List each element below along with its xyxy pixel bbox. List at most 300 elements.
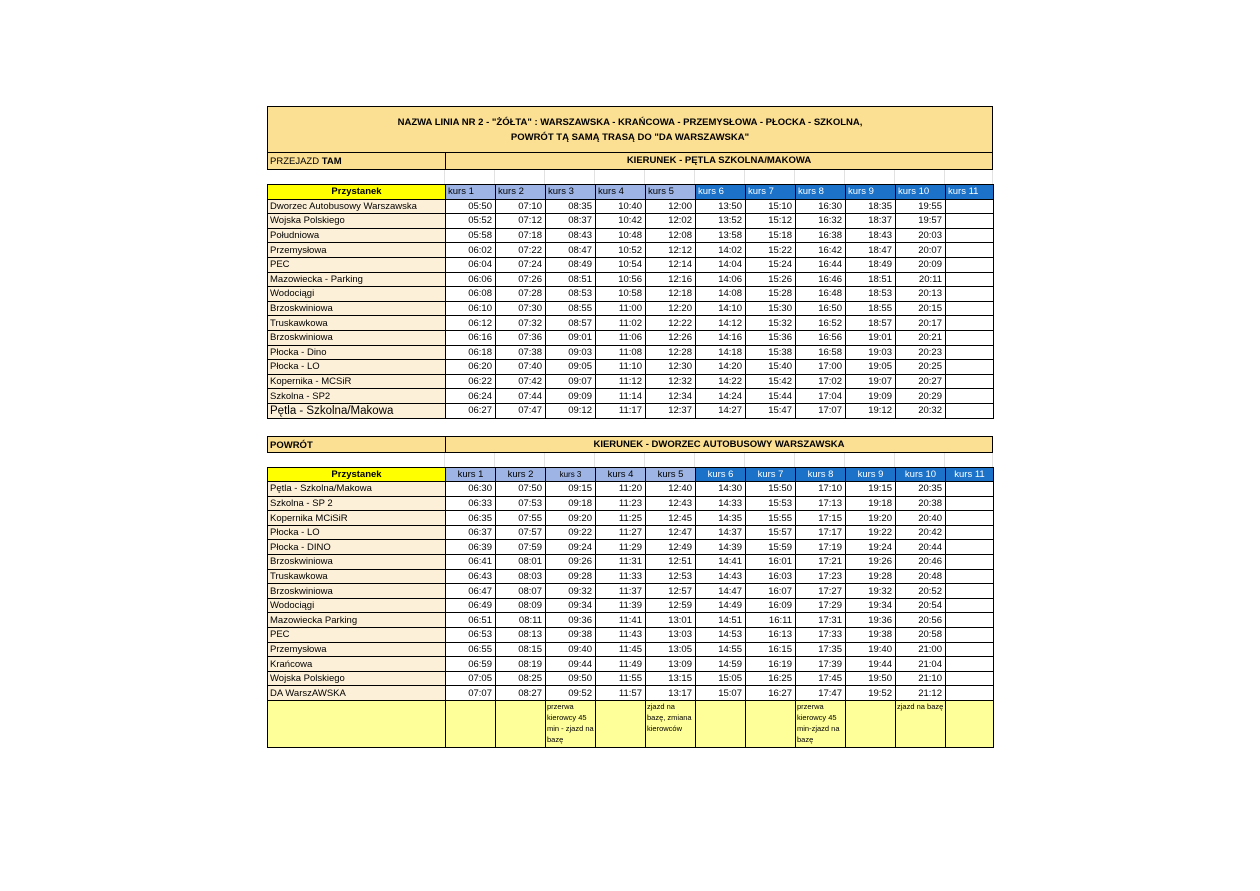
departure-time: 17:10: [796, 482, 846, 497]
departure-time: 12:20: [646, 301, 696, 316]
departure-time: 15:38: [746, 345, 796, 360]
departure-time: 09:36: [546, 613, 596, 628]
departure-time: 10:42: [596, 214, 646, 229]
departure-time: 18:43: [846, 228, 896, 243]
departure-time: 08:01: [496, 555, 546, 570]
departure-time: 16:15: [746, 642, 796, 657]
departure-time: 10:58: [596, 287, 646, 302]
departure-time: 06:49: [446, 598, 496, 613]
note-cell: [496, 701, 546, 748]
departure-time: 08:13: [496, 628, 546, 643]
departure-time: 09:32: [546, 584, 596, 599]
departure-time: 16:38: [796, 228, 846, 243]
timetable-title: [267, 106, 993, 153]
departure-time: 20:46: [896, 555, 946, 570]
departure-time: 14:47: [696, 584, 746, 599]
departure-time: 19:34: [846, 598, 896, 613]
departure-time: 11:29: [596, 540, 646, 555]
table-row: [268, 686, 994, 701]
departure-time: 05:50: [446, 199, 496, 214]
departure-time: 07:30: [496, 301, 546, 316]
note-cell: [596, 701, 646, 748]
departure-time: 14:27: [696, 403, 746, 418]
stop-name: Wojska Polskiego: [268, 671, 446, 686]
departure-time: 15:59: [746, 540, 796, 555]
table-row: [268, 598, 994, 613]
spacer: [267, 419, 993, 436]
departure-time: 16:42: [796, 243, 846, 258]
departure-time: 12:12: [646, 243, 696, 258]
departure-time: 16:27: [746, 686, 796, 701]
departure-time: 14:18: [696, 345, 746, 360]
departure-time: 09:07: [546, 374, 596, 389]
departure-time: 06:08: [446, 287, 496, 302]
departure-time: 11:08: [596, 345, 646, 360]
departure-time: 19:01: [846, 330, 896, 345]
table-row: [268, 511, 994, 526]
departure-time: 15:42: [746, 374, 796, 389]
departure-time: 06:59: [446, 657, 496, 672]
departure-time: 06:51: [446, 613, 496, 628]
departure-time: 11:39: [596, 598, 646, 613]
departure-time: 09:15: [546, 482, 596, 497]
departure-time: 16:32: [796, 214, 846, 229]
departure-time: [946, 671, 994, 686]
stop-name: Brzoskwiniowa: [268, 555, 446, 570]
departure-time: 12:16: [646, 272, 696, 287]
note-cell: [946, 701, 994, 748]
table-row: [268, 525, 994, 540]
header-kurs-6: kurs 6: [696, 467, 746, 482]
departure-time: 19:07: [846, 374, 896, 389]
departure-time: 07:12: [496, 214, 546, 229]
header-kurs-6: kurs 6: [696, 185, 746, 200]
departure-time: 08:11: [496, 613, 546, 628]
departure-time: 12:28: [646, 345, 696, 360]
departure-time: 15:26: [746, 272, 796, 287]
departure-time: 11:27: [596, 525, 646, 540]
departure-time: 20:03: [896, 228, 946, 243]
departure-time: 19:24: [846, 540, 896, 555]
header-kurs-8: kurs 8: [796, 467, 846, 482]
table-row: [268, 642, 994, 657]
departure-time: 20:44: [896, 540, 946, 555]
departure-time: [946, 243, 994, 258]
departure-time: 09:05: [546, 360, 596, 375]
departure-time: 07:38: [496, 345, 546, 360]
stop-name: Płocka - LO: [268, 360, 446, 375]
departure-time: 11:06: [596, 330, 646, 345]
departure-time: 12:49: [646, 540, 696, 555]
table-row: [268, 555, 994, 570]
departure-time: 11:02: [596, 316, 646, 331]
departure-time: 14:30: [696, 482, 746, 497]
departure-time: 12:47: [646, 525, 696, 540]
stop-name: Szkolna - SP2: [268, 389, 446, 404]
departure-time: 10:54: [596, 257, 646, 272]
departure-time: [946, 228, 994, 243]
header-kurs-4: kurs 4: [596, 467, 646, 482]
table-row: [268, 243, 994, 258]
table-row: [268, 199, 994, 214]
departure-time: 14:20: [696, 360, 746, 375]
departure-time: 20:07: [896, 243, 946, 258]
departure-time: 09:28: [546, 569, 596, 584]
departure-time: [946, 287, 994, 302]
header-kurs-1: kurs 1: [446, 467, 496, 482]
departure-time: 06:33: [446, 496, 496, 511]
stop-name: Płocka - LO: [268, 525, 446, 540]
departure-time: 06:02: [446, 243, 496, 258]
departure-time: 12:43: [646, 496, 696, 511]
note-cell: [268, 701, 446, 748]
departure-time: 15:57: [746, 525, 796, 540]
departure-time: 17:29: [796, 598, 846, 613]
header-kurs-3: kurs 3: [546, 467, 596, 482]
table-header-row: [268, 467, 994, 482]
departure-time: 20:29: [896, 389, 946, 404]
departure-time: 12:26: [646, 330, 696, 345]
departure-time: 08:49: [546, 257, 596, 272]
departure-time: 20:09: [896, 257, 946, 272]
stop-name: Południowa: [268, 228, 446, 243]
outbound-label: [268, 153, 446, 169]
departure-time: 17:35: [796, 642, 846, 657]
departure-time: 06:27: [446, 403, 496, 418]
departure-time: 11:10: [596, 360, 646, 375]
departure-time: 16:01: [746, 555, 796, 570]
departure-time: 15:10: [746, 199, 796, 214]
departure-time: 14:33: [696, 496, 746, 511]
departure-time: 17:23: [796, 569, 846, 584]
stop-name: Przemysłowa: [268, 243, 446, 258]
departure-time: 21:10: [896, 671, 946, 686]
departure-time: 11:25: [596, 511, 646, 526]
departure-time: 21:12: [896, 686, 946, 701]
header-kurs-11: kurs 11: [946, 185, 994, 200]
stop-name: Płocka - DINO: [268, 540, 446, 555]
departure-time: [946, 272, 994, 287]
departure-time: 11:37: [596, 584, 646, 599]
departure-time: 19:28: [846, 569, 896, 584]
header-kurs-2: kurs 2: [496, 467, 546, 482]
departure-time: 06:47: [446, 584, 496, 599]
notes-row: [268, 701, 994, 748]
departure-time: 17:07: [796, 403, 846, 418]
departure-time: 15:53: [746, 496, 796, 511]
departure-time: 20:56: [896, 613, 946, 628]
departure-time: 10:56: [596, 272, 646, 287]
stop-name: PEC: [268, 257, 446, 272]
departure-time: 13:09: [646, 657, 696, 672]
departure-time: 19:26: [846, 555, 896, 570]
departure-time: 18:55: [846, 301, 896, 316]
departure-time: 15:28: [746, 287, 796, 302]
departure-time: 12:18: [646, 287, 696, 302]
header-kurs-8: kurs 8: [796, 185, 846, 200]
departure-time: 09:18: [546, 496, 596, 511]
table-row: [268, 257, 994, 272]
table-header-row: [268, 185, 994, 200]
departure-time: 13:01: [646, 613, 696, 628]
note-cell: przerwa kierowcy 45 min - zjazd na bazę: [546, 701, 596, 748]
departure-time: 17:17: [796, 525, 846, 540]
stop-name: Kopernika MCiSiR: [268, 511, 446, 526]
departure-time: 17:31: [796, 613, 846, 628]
departure-time: 17:27: [796, 584, 846, 599]
departure-time: 14:51: [696, 613, 746, 628]
departure-time: 15:32: [746, 316, 796, 331]
departure-time: 20:25: [896, 360, 946, 375]
header-kurs-11: kurs 11: [946, 467, 994, 482]
note-cell: zjazd na bazę, zmiana kierowców: [646, 701, 696, 748]
header-stop: Przystanek: [268, 185, 446, 200]
departure-time: 13:03: [646, 628, 696, 643]
departure-time: [946, 374, 994, 389]
departure-time: 15:50: [746, 482, 796, 497]
departure-time: [946, 345, 994, 360]
departure-time: 19:40: [846, 642, 896, 657]
departure-time: 11:31: [596, 555, 646, 570]
departure-time: 09:50: [546, 671, 596, 686]
departure-time: 12:40: [646, 482, 696, 497]
header-kurs-7: kurs 7: [746, 185, 796, 200]
departure-time: [946, 628, 994, 643]
table-row: [268, 374, 994, 389]
departure-time: 09:03: [546, 345, 596, 360]
departure-time: 13:52: [696, 214, 746, 229]
departure-time: 14:41: [696, 555, 746, 570]
departure-time: 14:04: [696, 257, 746, 272]
departure-time: 19:15: [846, 482, 896, 497]
departure-time: 12:08: [646, 228, 696, 243]
stop-name: Mazowiecka Parking: [268, 613, 446, 628]
departure-time: 07:53: [496, 496, 546, 511]
departure-time: 09:26: [546, 555, 596, 570]
departure-time: 10:48: [596, 228, 646, 243]
departure-time: 12:32: [646, 374, 696, 389]
header-kurs-5: kurs 5: [646, 467, 696, 482]
departure-time: 09:34: [546, 598, 596, 613]
departure-time: 20:13: [896, 287, 946, 302]
departure-time: [946, 511, 994, 526]
departure-time: 12:34: [646, 389, 696, 404]
departure-time: 12:22: [646, 316, 696, 331]
departure-time: [946, 389, 994, 404]
stop-name: DA WarszAWSKA: [268, 686, 446, 701]
departure-time: 06:20: [446, 360, 496, 375]
departure-time: 13:58: [696, 228, 746, 243]
departure-time: 19:12: [846, 403, 896, 418]
table-row: [268, 389, 994, 404]
departure-time: [946, 301, 994, 316]
departure-time: 19:22: [846, 525, 896, 540]
departure-time: [946, 540, 994, 555]
departure-time: 09:20: [546, 511, 596, 526]
departure-time: 19:18: [846, 496, 896, 511]
departure-time: 13:05: [646, 642, 696, 657]
table-row: [268, 301, 994, 316]
departure-time: 09:44: [546, 657, 596, 672]
departure-time: 16:58: [796, 345, 846, 360]
departure-time: 14:08: [696, 287, 746, 302]
stop-name: Krańcowa: [268, 657, 446, 672]
departure-time: 13:50: [696, 199, 746, 214]
departure-time: 06:43: [446, 569, 496, 584]
departure-time: 07:26: [496, 272, 546, 287]
departure-time: 14:59: [696, 657, 746, 672]
departure-time: 17:21: [796, 555, 846, 570]
table-row: [268, 330, 994, 345]
note-cell: [446, 701, 496, 748]
outbound-section-header: [267, 153, 993, 170]
departure-time: 06:37: [446, 525, 496, 540]
departure-time: 06:18: [446, 345, 496, 360]
departure-time: 08:35: [546, 199, 596, 214]
departure-time: [946, 316, 994, 331]
departure-time: 07:28: [496, 287, 546, 302]
timetable-sheet: [267, 106, 993, 748]
departure-time: [946, 584, 994, 599]
outbound-label-prefix: PRZEJAZD: [270, 156, 322, 167]
table-row: [268, 584, 994, 599]
departure-time: 19:50: [846, 671, 896, 686]
departure-time: 15:36: [746, 330, 796, 345]
departure-time: 12:45: [646, 511, 696, 526]
departure-time: 20:21: [896, 330, 946, 345]
title-line-2: POWRÓT TĄ SAMĄ TRASĄ DO "DA WARSZAWSKA": [510, 131, 750, 143]
departure-time: 07:24: [496, 257, 546, 272]
departure-time: 12:57: [646, 584, 696, 599]
stop-name: Kopernika - MCSiR: [268, 374, 446, 389]
departure-time: 15:40: [746, 360, 796, 375]
table-row: [268, 569, 994, 584]
table-row: [268, 540, 994, 555]
stop-name: Wojska Polskiego: [268, 214, 446, 229]
departure-time: 17:02: [796, 374, 846, 389]
departure-time: 11:17: [596, 403, 646, 418]
departure-time: 06:41: [446, 555, 496, 570]
departure-time: 06:24: [446, 389, 496, 404]
departure-time: 11:00: [596, 301, 646, 316]
table-row: [268, 345, 994, 360]
departure-time: 06:12: [446, 316, 496, 331]
departure-time: 11:57: [596, 686, 646, 701]
departure-time: 13:17: [646, 686, 696, 701]
departure-time: 16:46: [796, 272, 846, 287]
departure-time: 09:52: [546, 686, 596, 701]
departure-time: 19:32: [846, 584, 896, 599]
departure-time: 08:19: [496, 657, 546, 672]
departure-time: 19:05: [846, 360, 896, 375]
departure-time: 07:44: [496, 389, 546, 404]
departure-time: 20:58: [896, 628, 946, 643]
departure-time: 08:25: [496, 671, 546, 686]
table-row: [268, 628, 994, 643]
departure-time: 08:09: [496, 598, 546, 613]
departure-time: 16:44: [796, 257, 846, 272]
departure-time: 08:15: [496, 642, 546, 657]
departure-time: 08:37: [546, 214, 596, 229]
stop-name: Mazowiecka - Parking: [268, 272, 446, 287]
departure-time: 11:55: [596, 671, 646, 686]
departure-time: 05:52: [446, 214, 496, 229]
departure-time: 11:12: [596, 374, 646, 389]
departure-time: 17:39: [796, 657, 846, 672]
departure-time: 08:43: [546, 228, 596, 243]
departure-time: 06:30: [446, 482, 496, 497]
departure-time: [946, 360, 994, 375]
stop-name: Płocka - Dino: [268, 345, 446, 360]
departure-time: 20:40: [896, 511, 946, 526]
table-row: [268, 482, 994, 497]
departure-time: 12:59: [646, 598, 696, 613]
stop-name: Wodociągi: [268, 598, 446, 613]
departure-time: [946, 642, 994, 657]
return-section-header: [267, 436, 993, 453]
departure-time: 17:45: [796, 671, 846, 686]
departure-time: 17:15: [796, 511, 846, 526]
departure-time: 09:09: [546, 389, 596, 404]
note-cell: [696, 701, 746, 748]
note-cell: zjazd na bazę: [896, 701, 946, 748]
departure-time: 16:07: [746, 584, 796, 599]
table-row: [268, 228, 994, 243]
table-row: [268, 671, 994, 686]
departure-time: 11:41: [596, 613, 646, 628]
table-row: [268, 214, 994, 229]
departure-time: 20:48: [896, 569, 946, 584]
departure-time: 08:51: [546, 272, 596, 287]
departure-time: 08:47: [546, 243, 596, 258]
title-line-1: NAZWA LINIA NR 2 - "ŻÓŁTA" : WARSZAWSKA - KRAŃCOWA - PRZEMYSŁOWA - PŁOCKA - SZKOLNA,: [397, 116, 863, 128]
table-row: [268, 287, 994, 302]
header-kurs-2: kurs 2: [496, 185, 546, 200]
departure-time: 06:55: [446, 642, 496, 657]
departure-time: 16:50: [796, 301, 846, 316]
departure-time: 10:40: [596, 199, 646, 214]
departure-time: [946, 199, 994, 214]
departure-time: 16:11: [746, 613, 796, 628]
departure-time: 15:30: [746, 301, 796, 316]
header-kurs-9: kurs 9: [846, 185, 896, 200]
departure-time: 12:14: [646, 257, 696, 272]
departure-time: 15:12: [746, 214, 796, 229]
departure-time: 07:32: [496, 316, 546, 331]
departure-time: 20:38: [896, 496, 946, 511]
departure-time: 16:13: [746, 628, 796, 643]
departure-time: 14:02: [696, 243, 746, 258]
departure-time: 14:22: [696, 374, 746, 389]
departure-time: 21:00: [896, 642, 946, 657]
departure-time: 21:04: [896, 657, 946, 672]
departure-time: 20:35: [896, 482, 946, 497]
outbound-timetable: [267, 184, 994, 419]
departure-time: [946, 214, 994, 229]
table-row: [268, 613, 994, 628]
departure-time: 16:52: [796, 316, 846, 331]
departure-time: 11:14: [596, 389, 646, 404]
departure-time: 15:24: [746, 257, 796, 272]
departure-time: [946, 482, 994, 497]
departure-time: 20:32: [896, 403, 946, 418]
departure-time: 11:49: [596, 657, 646, 672]
departure-time: 18:49: [846, 257, 896, 272]
departure-time: 06:10: [446, 301, 496, 316]
departure-time: 16:03: [746, 569, 796, 584]
departure-time: 07:42: [496, 374, 546, 389]
departure-time: 07:47: [496, 403, 546, 418]
